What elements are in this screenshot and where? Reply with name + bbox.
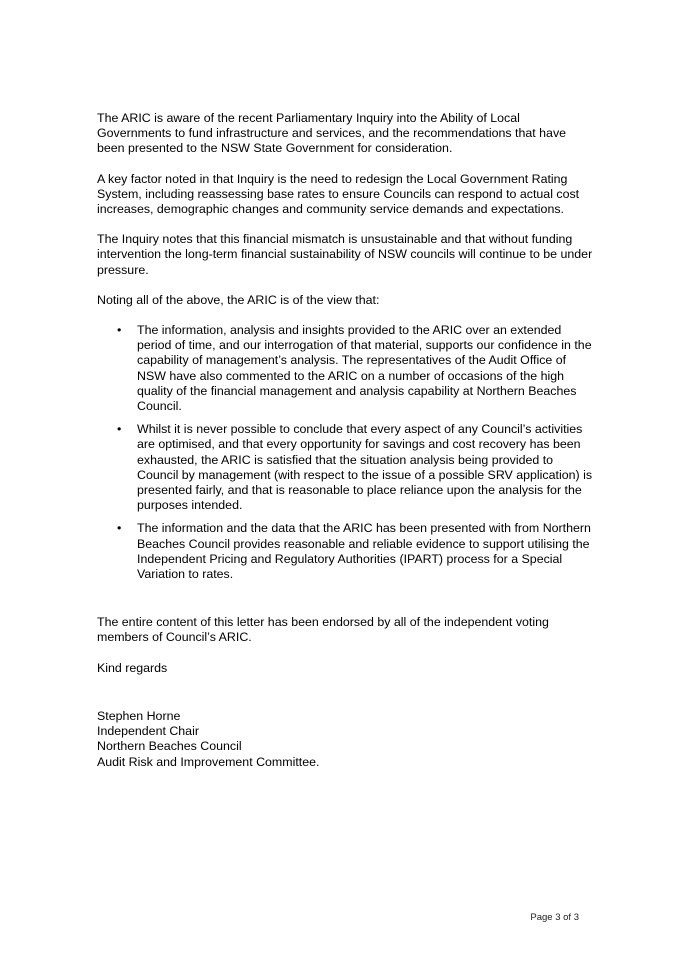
list-item-text: The information and the data that the ARIC has been presented with from Northern Beaches Council provides reasonable and reliable evidence to support utilising the Independent Pricing and Regulatory Authorities (IPART) process for a Special Variation to rates. — [137, 521, 591, 582]
signature-block — [97, 709, 595, 770]
signatory-organisation: Northern Beaches Council — [97, 739, 242, 754]
list-item — [97, 323, 595, 414]
signatory-name: Stephen Horne — [97, 708, 181, 723]
paragraph-aric-view-intro: Noting all of the above, the ARIC is of the view that: — [97, 292, 380, 307]
letter-body — [97, 111, 595, 770]
list-item — [97, 422, 595, 513]
signatory-committee: Audit Risk and Improvement Committee. — [97, 754, 320, 769]
bullet-icon: • — [117, 521, 122, 536]
spacer — [97, 691, 595, 709]
paragraph-endorsement: The entire content of this letter has been endorsed by all of the independent voting members of Council’s ARIC. — [97, 615, 549, 645]
paragraph-parliamentary-inquiry: The ARIC is aware of the recent Parliamentary Inquiry into the Ability of Local Governments to fund infrastructure and services, and the recommendations that have been presented to the NSW State Government for consideration. — [97, 111, 567, 156]
closing-salutation: Kind regards — [97, 660, 168, 675]
spacer — [97, 597, 595, 615]
list-item-text: Whilst it is never possible to conclude that every aspect of any Council’s activities are optimised, and that every opportunity for savings and cost recovery has been exhausted, the ARIC is satisfied that the situation analysis being provided to Council by management (with respect to the issue of a possible SRV application) is presented fairly, and that is reasonable to place reliance upon the analysis for the purposes intended. — [137, 422, 593, 513]
signatory-title: Independent Chair — [97, 724, 199, 739]
list-item-text: The information, analysis and insights provided to the ARIC over an extended period of time, and our interrogation of that material, supports our confidence in the capability of management’s analysis. The representatives of the Audit Office of NSW have also commented to the ARIC on a number of occasions of the high quality of the financial management and analysis capability at Northern Beaches Council. — [137, 323, 592, 414]
paragraph-key-factor: A key factor noted in that Inquiry is the need to redesign the Local Government Rating System, including reassessing base rates to ensure Councils can respond to actual cost increases, demographic changes and community service demands and expectations. — [97, 171, 580, 217]
list-item — [97, 521, 595, 582]
bullet-icon: • — [117, 422, 122, 437]
page-number: Page 3 of 3 — [530, 912, 579, 923]
aric-view-list — [97, 323, 595, 582]
paragraph-financial-mismatch: The Inquiry notes that this financial mismatch is unsustainable and that without funding intervention the long-term financial sustainability of NSW councils will continue to be under pressure. — [97, 232, 593, 277]
bullet-icon: • — [117, 323, 122, 338]
